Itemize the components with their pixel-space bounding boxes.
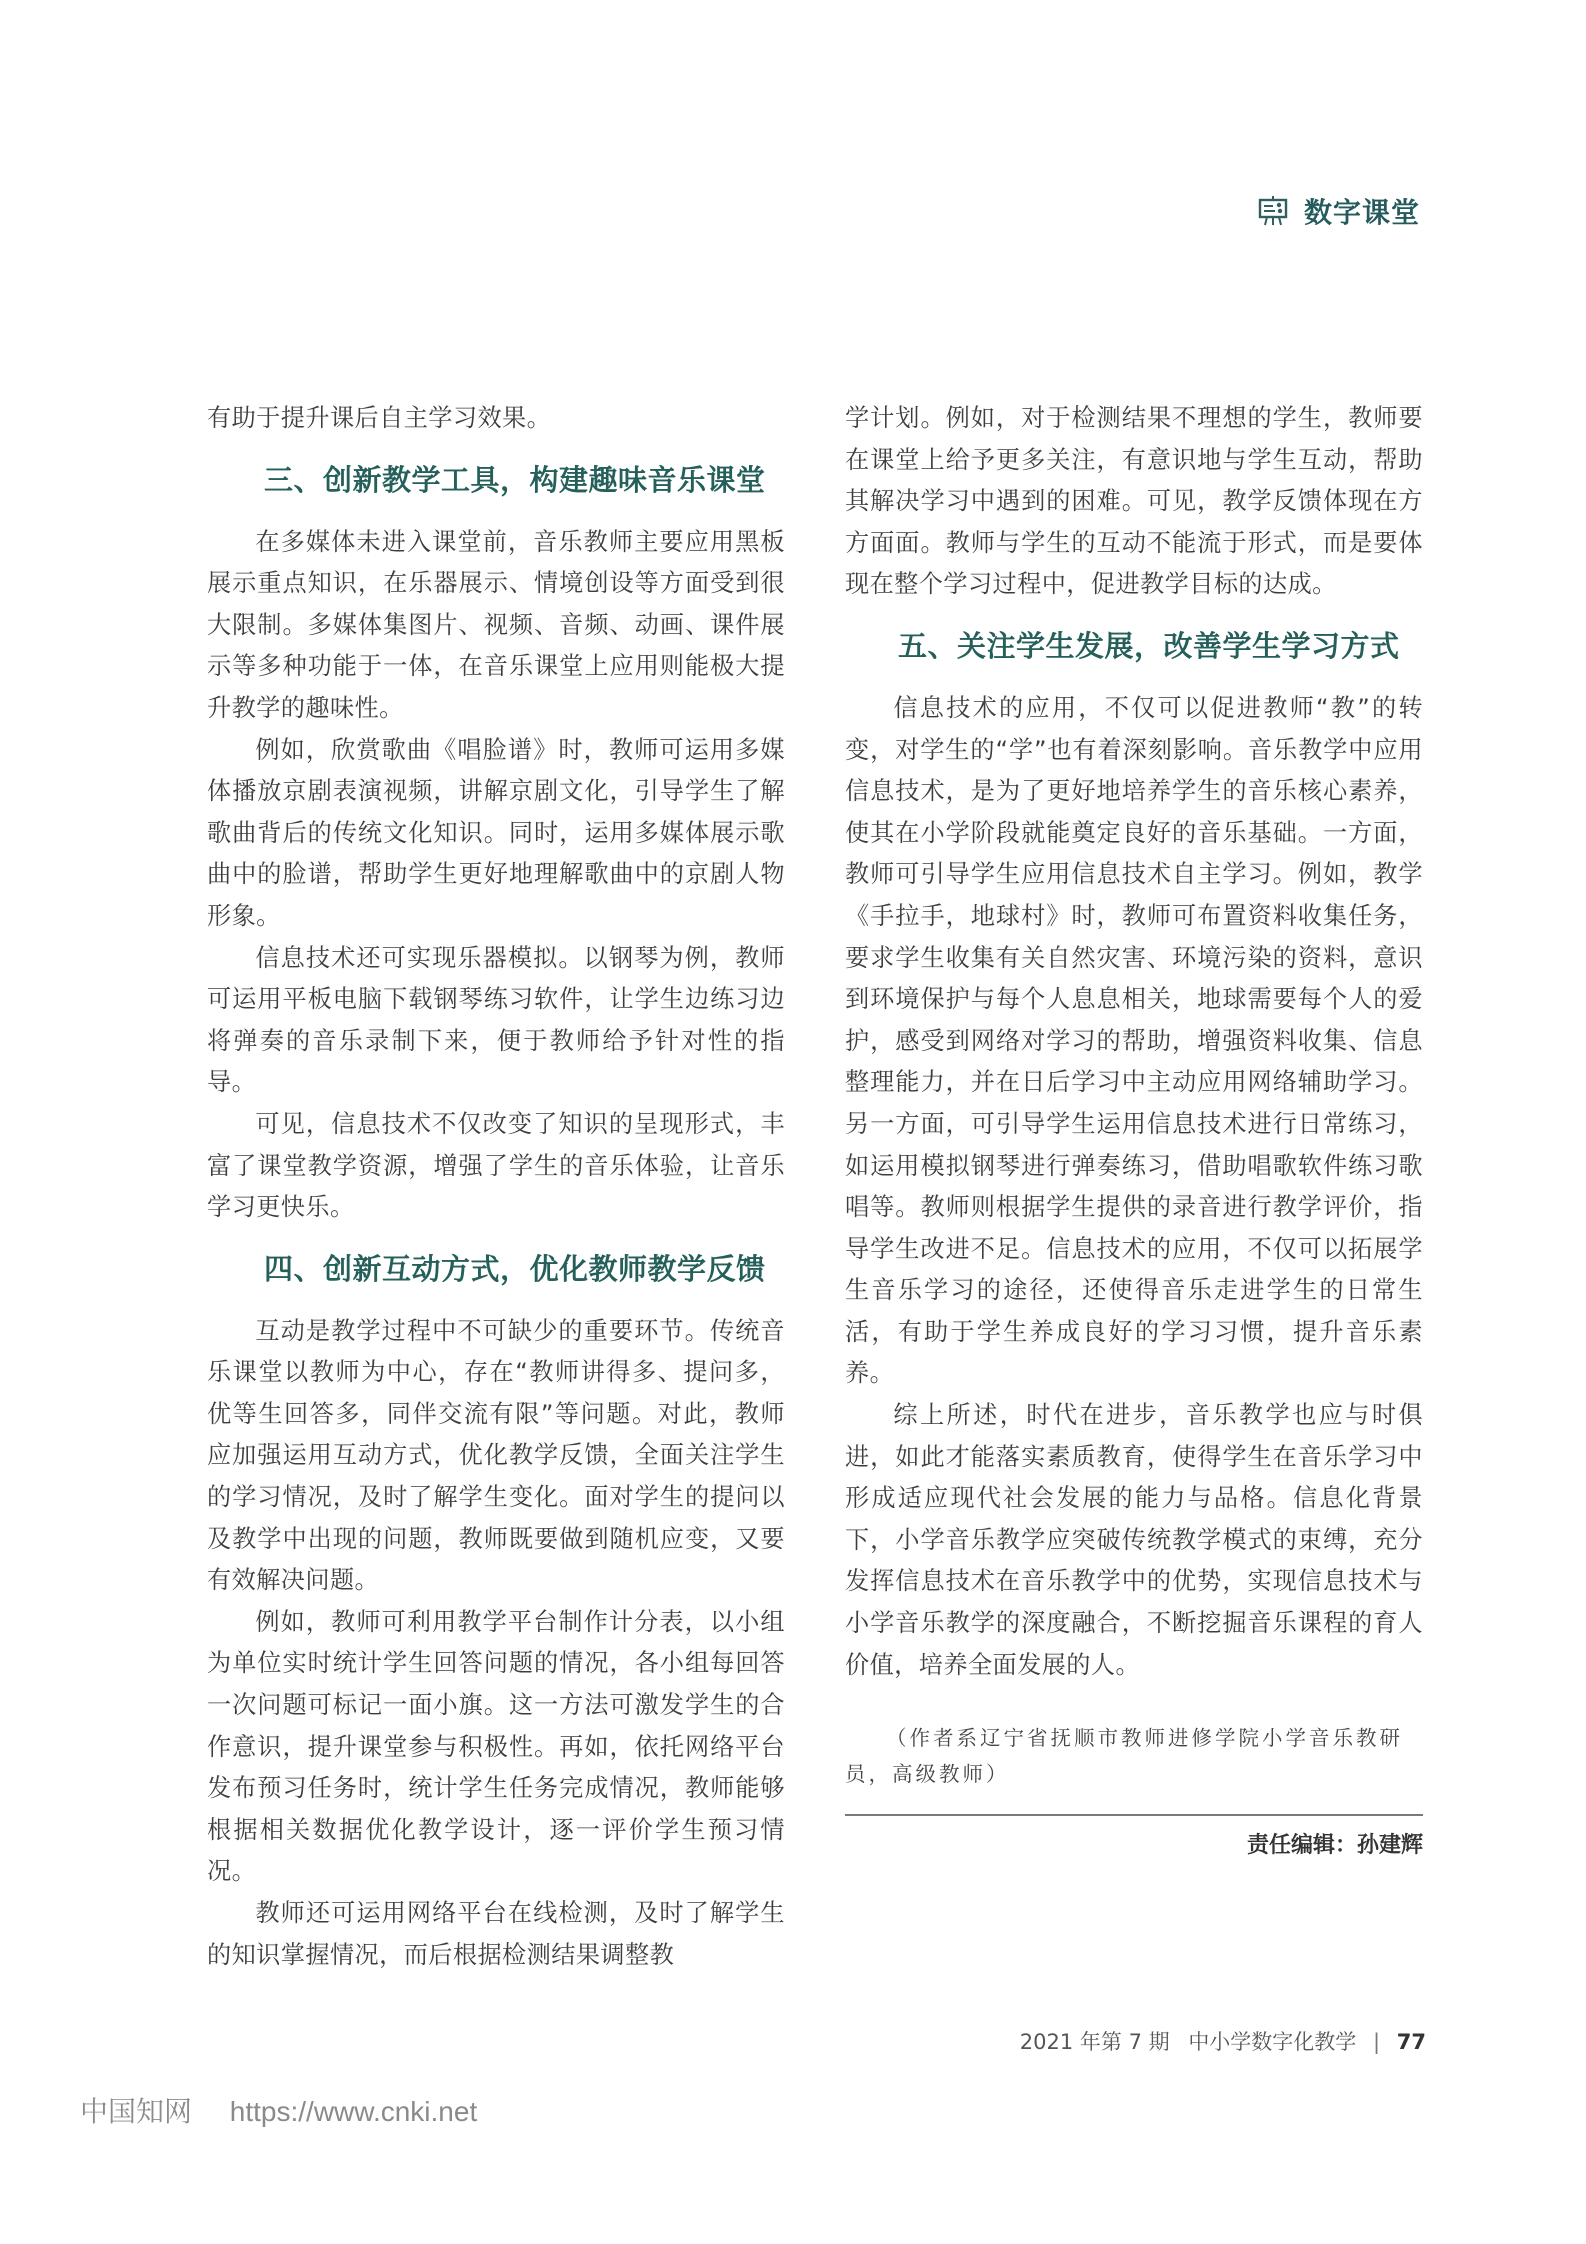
page-footer xyxy=(1020,2026,1426,2056)
section-title: 数字课堂 xyxy=(1304,196,1421,229)
paragraph: 例如，教师可利用教学平台制作计分表，以小组为单位实时统计学生回答问题的情况，各小组每回答一次问题可标记一面小旗。这一方法可激发学生的合作意识，提升课堂参与积极性。再如，依托网络平台发布预习任务时，统计学生任务完成情况，教师能够根据相关数据优化教学设计，逐一评价学生预习情况。 xyxy=(207,1607,785,1886)
paragraph: 信息技术还可实现乐器模拟。以钢琴为例，教师可运用平板电脑下载钢琴练习软件，让学生边练习边将弹奏的音乐录制下来，便于教师给予针对性的指导。 xyxy=(207,943,785,1097)
journal-name: 中小学数字化教学 xyxy=(1188,2030,1357,2054)
editor-credit: 责任编辑：孙建辉 xyxy=(1246,1833,1423,1859)
author-note: （作者系辽宁省抚顺市教师进修学院小学音乐教研员，高级教师） xyxy=(845,1726,1403,1787)
divider xyxy=(845,1814,1423,1816)
paragraph: 学计划。例如，对于检测结果不理想的学生，教师要在课堂上给予更多关注，有意识地与学生互动，帮助其解决学习中遇到的困难。可见，教学反馈体现在方方面面。教师与学生的互动不能流于形式，而是要体现在整个学习过程中，促进教学目标的达成。 xyxy=(845,404,1423,599)
watermark-url[interactable]: https://www.cnki.net xyxy=(229,2096,478,2127)
left-column xyxy=(207,398,785,1976)
watermark xyxy=(80,2090,477,2130)
issue-label: 2021 年第 7 期 xyxy=(1019,2030,1170,2054)
paragraph: 信息技术的应用，不仅可以促进教师“教”的转变，对学生的“学”也有着深刻影响。音乐教学中应用信息技术，是为了更好地培养学生的音乐核心素养，使其在小学阶段就能奠定良好的音乐基础。一方面，教师可引导学生应用信息技术自主学习。例如，教学《手拉手，地球村》时，教师可布置资料收集任务，要求学生收集有关自然灾害、环境污染的资料，意识到环境保护与每个人息息相关，地球需要每个人的爱护，感受到网络对学习的帮助，增强资料收集、信息整理能力，并在日后学习中主动应用网络辅助学习。另一方面，可引导学生运用信息技术进行日常练习，如运用模拟钢琴进行弹奏练习，借助唱歌软件练习歌唱等。教师则根据学生提供的录音进行教学评价，指导学生改进不足。信息技术的应用，不仅可以拓展学生音乐学习的途径，还使得音乐走进学生的日常生活，有助于学生养成良好的学习习惯，提升音乐素养。 xyxy=(845,693,1423,1388)
section-heading-3: 三、创新教学工具，构建趣味音乐课堂 xyxy=(264,462,766,497)
paragraph: 综上所述，时代在进步，音乐教学也应与时俱进，如此才能落实素质教育，使得学生在音乐学习中形成适应现代社会发展的能力与品格。信息化背景下，小学音乐教学应突破传统教学模式的束缚，充分发挥信息技术在音乐教学中的优势，实现信息技术与小学音乐教学的深度融合，不断挖掘音乐课程的育人价值，培养全面发展的人。 xyxy=(845,1401,1423,1679)
section-header xyxy=(1256,191,1420,231)
paragraph: 可见，信息技术不仅改变了知识的呈现形式，丰富了课堂教学资源，增强了学生的音乐体验，让音乐学习更快乐。 xyxy=(207,1109,785,1222)
watermark-site-name: 中国知网 xyxy=(80,2096,193,2127)
paragraph: 在多媒体未进入课堂前，音乐教师主要应用黑板展示重点知识，在乐器展示、情境创设等方面受到很大限制。多媒体集图片、视频、音频、动画、课件展示等多种功能于一体，在音乐课堂上应用则能极大提升教学的趣味性。 xyxy=(207,527,785,722)
section-heading-4: 四、创新互动方式，优化教师教学反馈 xyxy=(264,1251,766,1286)
right-column xyxy=(845,398,1423,1866)
footer-separator: | xyxy=(1373,2030,1381,2054)
page-number: 77 xyxy=(1396,2030,1426,2054)
paragraph: 互动是教学过程中不可缺少的重要环节。传统音乐课堂以教师为中心，存在“教师讲得多、提问多，优等生回答多，同伴交流有限”等问题。对此，教师应加强运用互动方式，优化教学反馈，全面关注学生的学习情况，及时了解学生变化。面对学生的提问以及教学中出现的问题，教师既要做到随机应变，又要有效解决问题。 xyxy=(207,1316,785,1595)
section-heading-5: 五、关注学生发展，改善学生学习方式 xyxy=(898,628,1400,663)
paragraph: 有助于提升课后自主学习效果。 xyxy=(207,404,552,432)
paragraph: 教师还可运用网络平台在线检测，及时了解学生的知识掌握情况，而后根据检测结果调整教 xyxy=(207,1899,785,1969)
presentation-board-icon xyxy=(1256,194,1290,228)
paragraph: 例如，欣赏歌曲《唱脸谱》时，教师可运用多媒体播放京剧表演视频，讲解京剧文化，引导学生了解歌曲背后的传统文化知识。同时，运用多媒体展示歌曲中的脸谱，帮助学生更好地理解歌曲中的京剧人物形象。 xyxy=(207,735,785,930)
